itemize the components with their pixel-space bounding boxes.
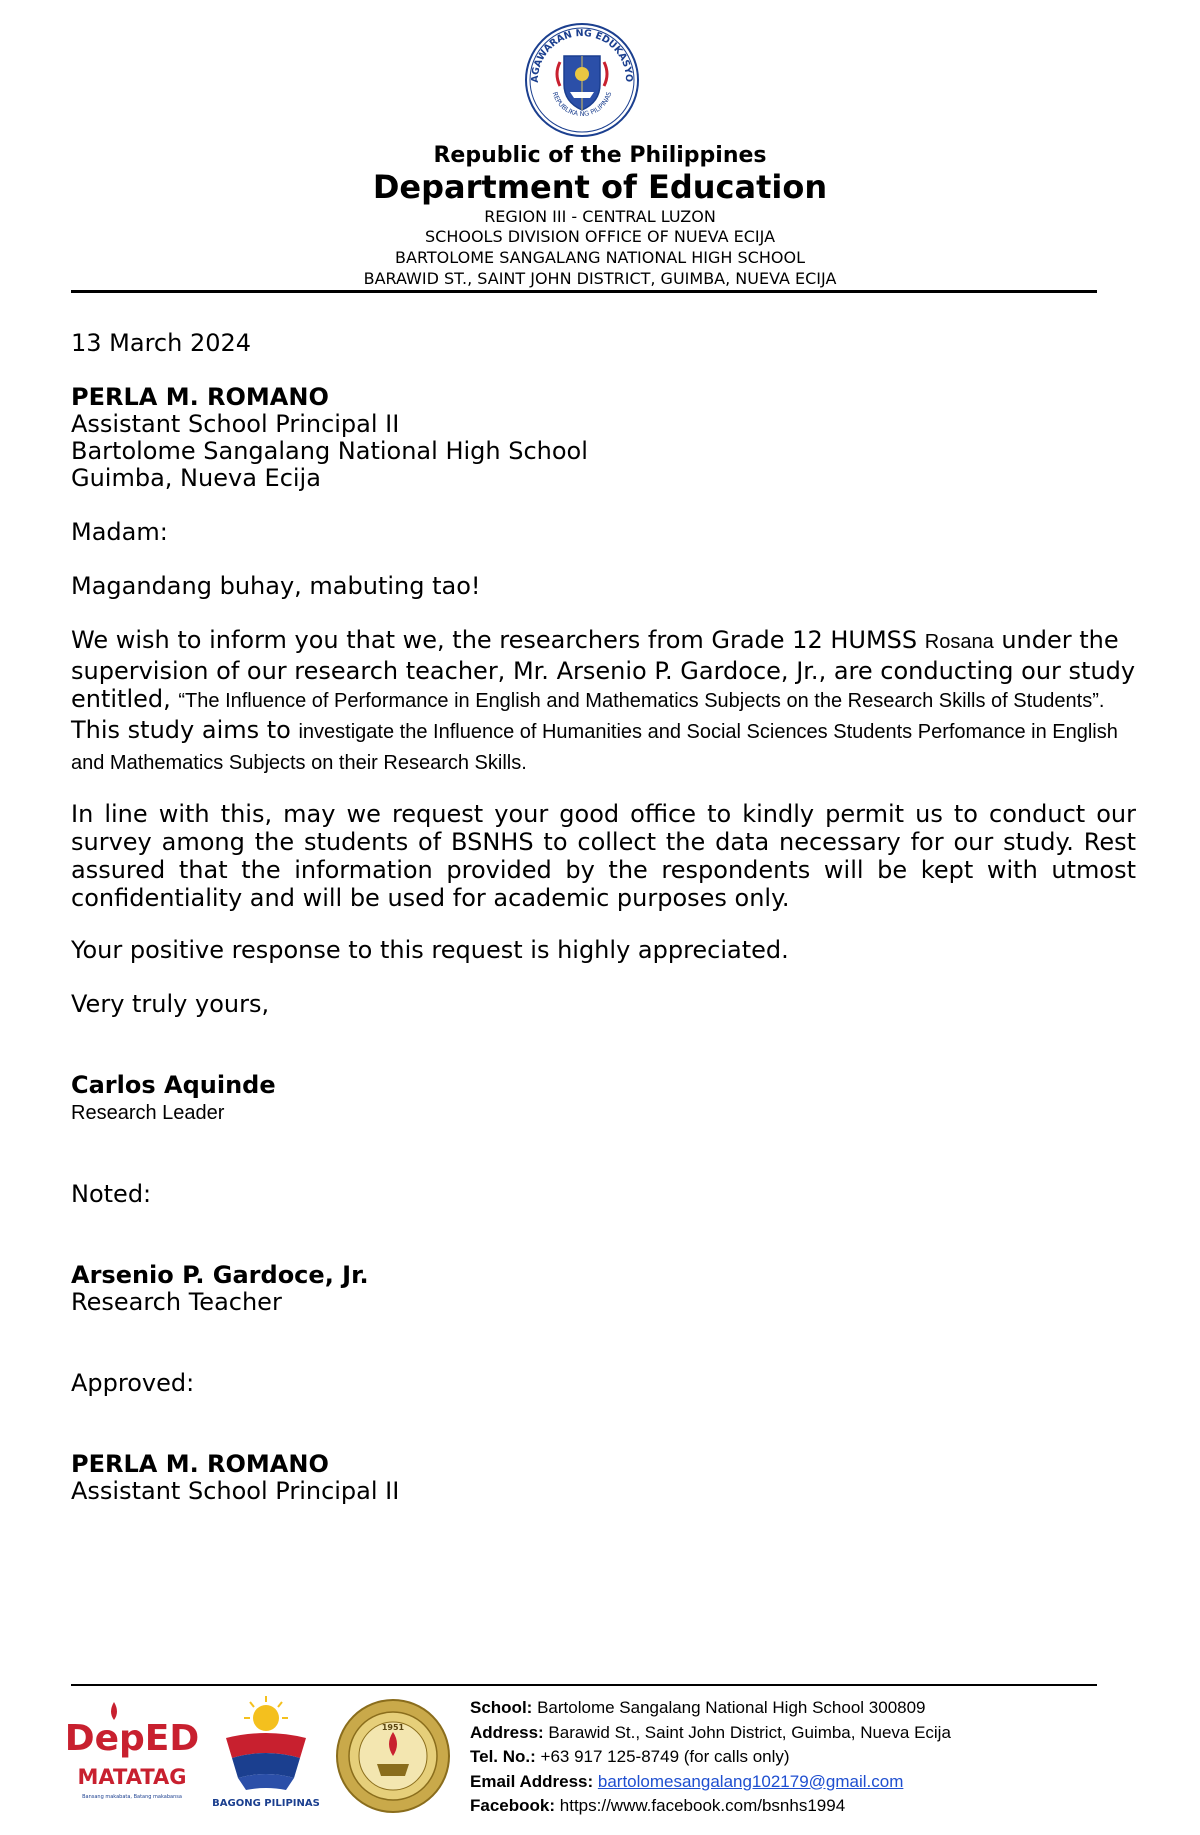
footer-contact-block	[470, 1696, 1180, 1819]
school-label: School:	[470, 1698, 533, 1717]
noter-name: Arsenio P. Gardoce, Jr.	[71, 1261, 369, 1289]
intro-text-a: We wish to inform you that we, the researchers from Grade 12 HUMSS	[71, 626, 925, 654]
svg-text:BAGONG PILIPINAS: BAGONG PILIPINAS	[212, 1798, 320, 1809]
approver-name: PERLA M. ROMANO	[71, 1450, 329, 1478]
intro-section-name: Rosana	[924, 631, 994, 653]
approved-label: Approved:	[71, 1369, 195, 1397]
noter-role: Research Teacher	[71, 1288, 282, 1316]
svg-text:REPUBLIKA NG PILIPINAS: REPUBLIKA NG PILIPINAS	[550, 90, 614, 119]
address-value: Barawid St., Saint John District, Guimba, Nueva Ecija	[548, 1722, 951, 1742]
svg-text:Bansang makabata, Batang makab: Bansang makabata, Batang makabansa	[82, 1794, 182, 1800]
header-region: REGION III - CENTRAL LUZON	[484, 207, 716, 226]
svg-text:MATATAG: MATATAG	[77, 1765, 187, 1789]
school-value: Bartolome Sangalang National High School 300809	[537, 1698, 926, 1717]
approver-role: Assistant School Principal II	[71, 1477, 400, 1505]
school-seal	[335, 1698, 451, 1814]
footer-divider	[71, 1684, 1097, 1686]
header-division: SCHOOLS DIVISION OFFICE OF NUEVA ECIJA	[424, 227, 776, 246]
header-address: BARAWID ST., SAINT JOHN DISTRICT, GUIMBA, NUEVA ECIJA	[363, 269, 837, 288]
footer-school-line	[470, 1696, 1180, 1721]
svg-text:KAGAWARAN NG EDUKASYON: AGAWARAN NG EDUKASYO	[529, 27, 635, 83]
footer-facebook-line	[470, 1794, 1180, 1819]
header-department: Department of Education	[372, 168, 828, 206]
paragraph-intro	[71, 626, 1136, 778]
tel-label: Tel. No.:	[470, 1747, 536, 1766]
paragraph-request: In line with this, may we request your good office to kindly permit us to conduct our survey among the students of BSNHS to collect the data necessary for our study. Rest assured that the information provided by the respondents will be kept with utmost confidentiality and will be used for academic purposes only.	[71, 800, 1136, 912]
header-republic: Republic of the Philippines	[433, 143, 767, 168]
email-link[interactable]: bartolomesangalang102179@gmail.com	[597, 1771, 904, 1791]
study-title: “The Influence of Performance in English and Mathematics Subjects on the Research Skills of Students”.	[178, 690, 1105, 712]
facebook-label: Facebook:	[470, 1796, 556, 1815]
recipient-location: Guimba, Nueva Ecija	[71, 464, 321, 492]
intro-text-c: under the supervision of our research teacher, Mr. Arsenio P. Gardoce, Jr., are conducting our study entitled,	[71, 626, 1136, 713]
letter-date: 13 March 2024	[71, 329, 252, 357]
email-label: Email Address:	[470, 1771, 594, 1791]
closing: Very truly yours,	[71, 990, 270, 1018]
greeting: Magandang buhay, mabuting tao!	[71, 572, 481, 600]
recipient-school: Bartolome Sangalang National High School	[71, 437, 588, 465]
noted-label: Noted:	[71, 1180, 152, 1208]
sender-role: Research Leader	[71, 1102, 225, 1124]
deped-seal	[524, 22, 640, 138]
header-divider	[71, 290, 1097, 293]
recipient-title: Assistant School Principal II	[71, 410, 400, 438]
study-aim: investigate the Influence of Humanities and Social Sciences Students Perfomance in English and Mathematics Subjects on their Research Skills.	[71, 721, 1118, 774]
footer-address-line	[470, 1721, 1180, 1746]
footer-tel-line	[470, 1745, 1180, 1770]
deped-matatag-logo	[64, 1700, 200, 1810]
svg-text:DepED: DepED	[64, 1718, 200, 1759]
header-school: BARTOLOME SANGALANG NATIONAL HIGH SCHOOL	[395, 248, 805, 267]
paragraph-appreciation: Your positive response to this request is highly appreciated.	[71, 936, 789, 964]
facebook-value: https://www.facebook.com/bsnhs1994	[559, 1796, 846, 1815]
bagong-pilipinas-logo	[210, 1692, 322, 1812]
svg-text:1951: 1951	[381, 1723, 405, 1732]
sender-name: Carlos Aquinde	[71, 1071, 276, 1099]
recipient-name: PERLA M. ROMANO	[71, 383, 329, 411]
intro-text-e: This study aims to	[71, 716, 299, 744]
address-label: Address:	[470, 1722, 544, 1742]
salutation: Madam:	[71, 518, 168, 546]
tel-value: +63 917 125-8749 (for calls only)	[540, 1747, 790, 1766]
footer-email-line	[470, 1770, 1180, 1795]
